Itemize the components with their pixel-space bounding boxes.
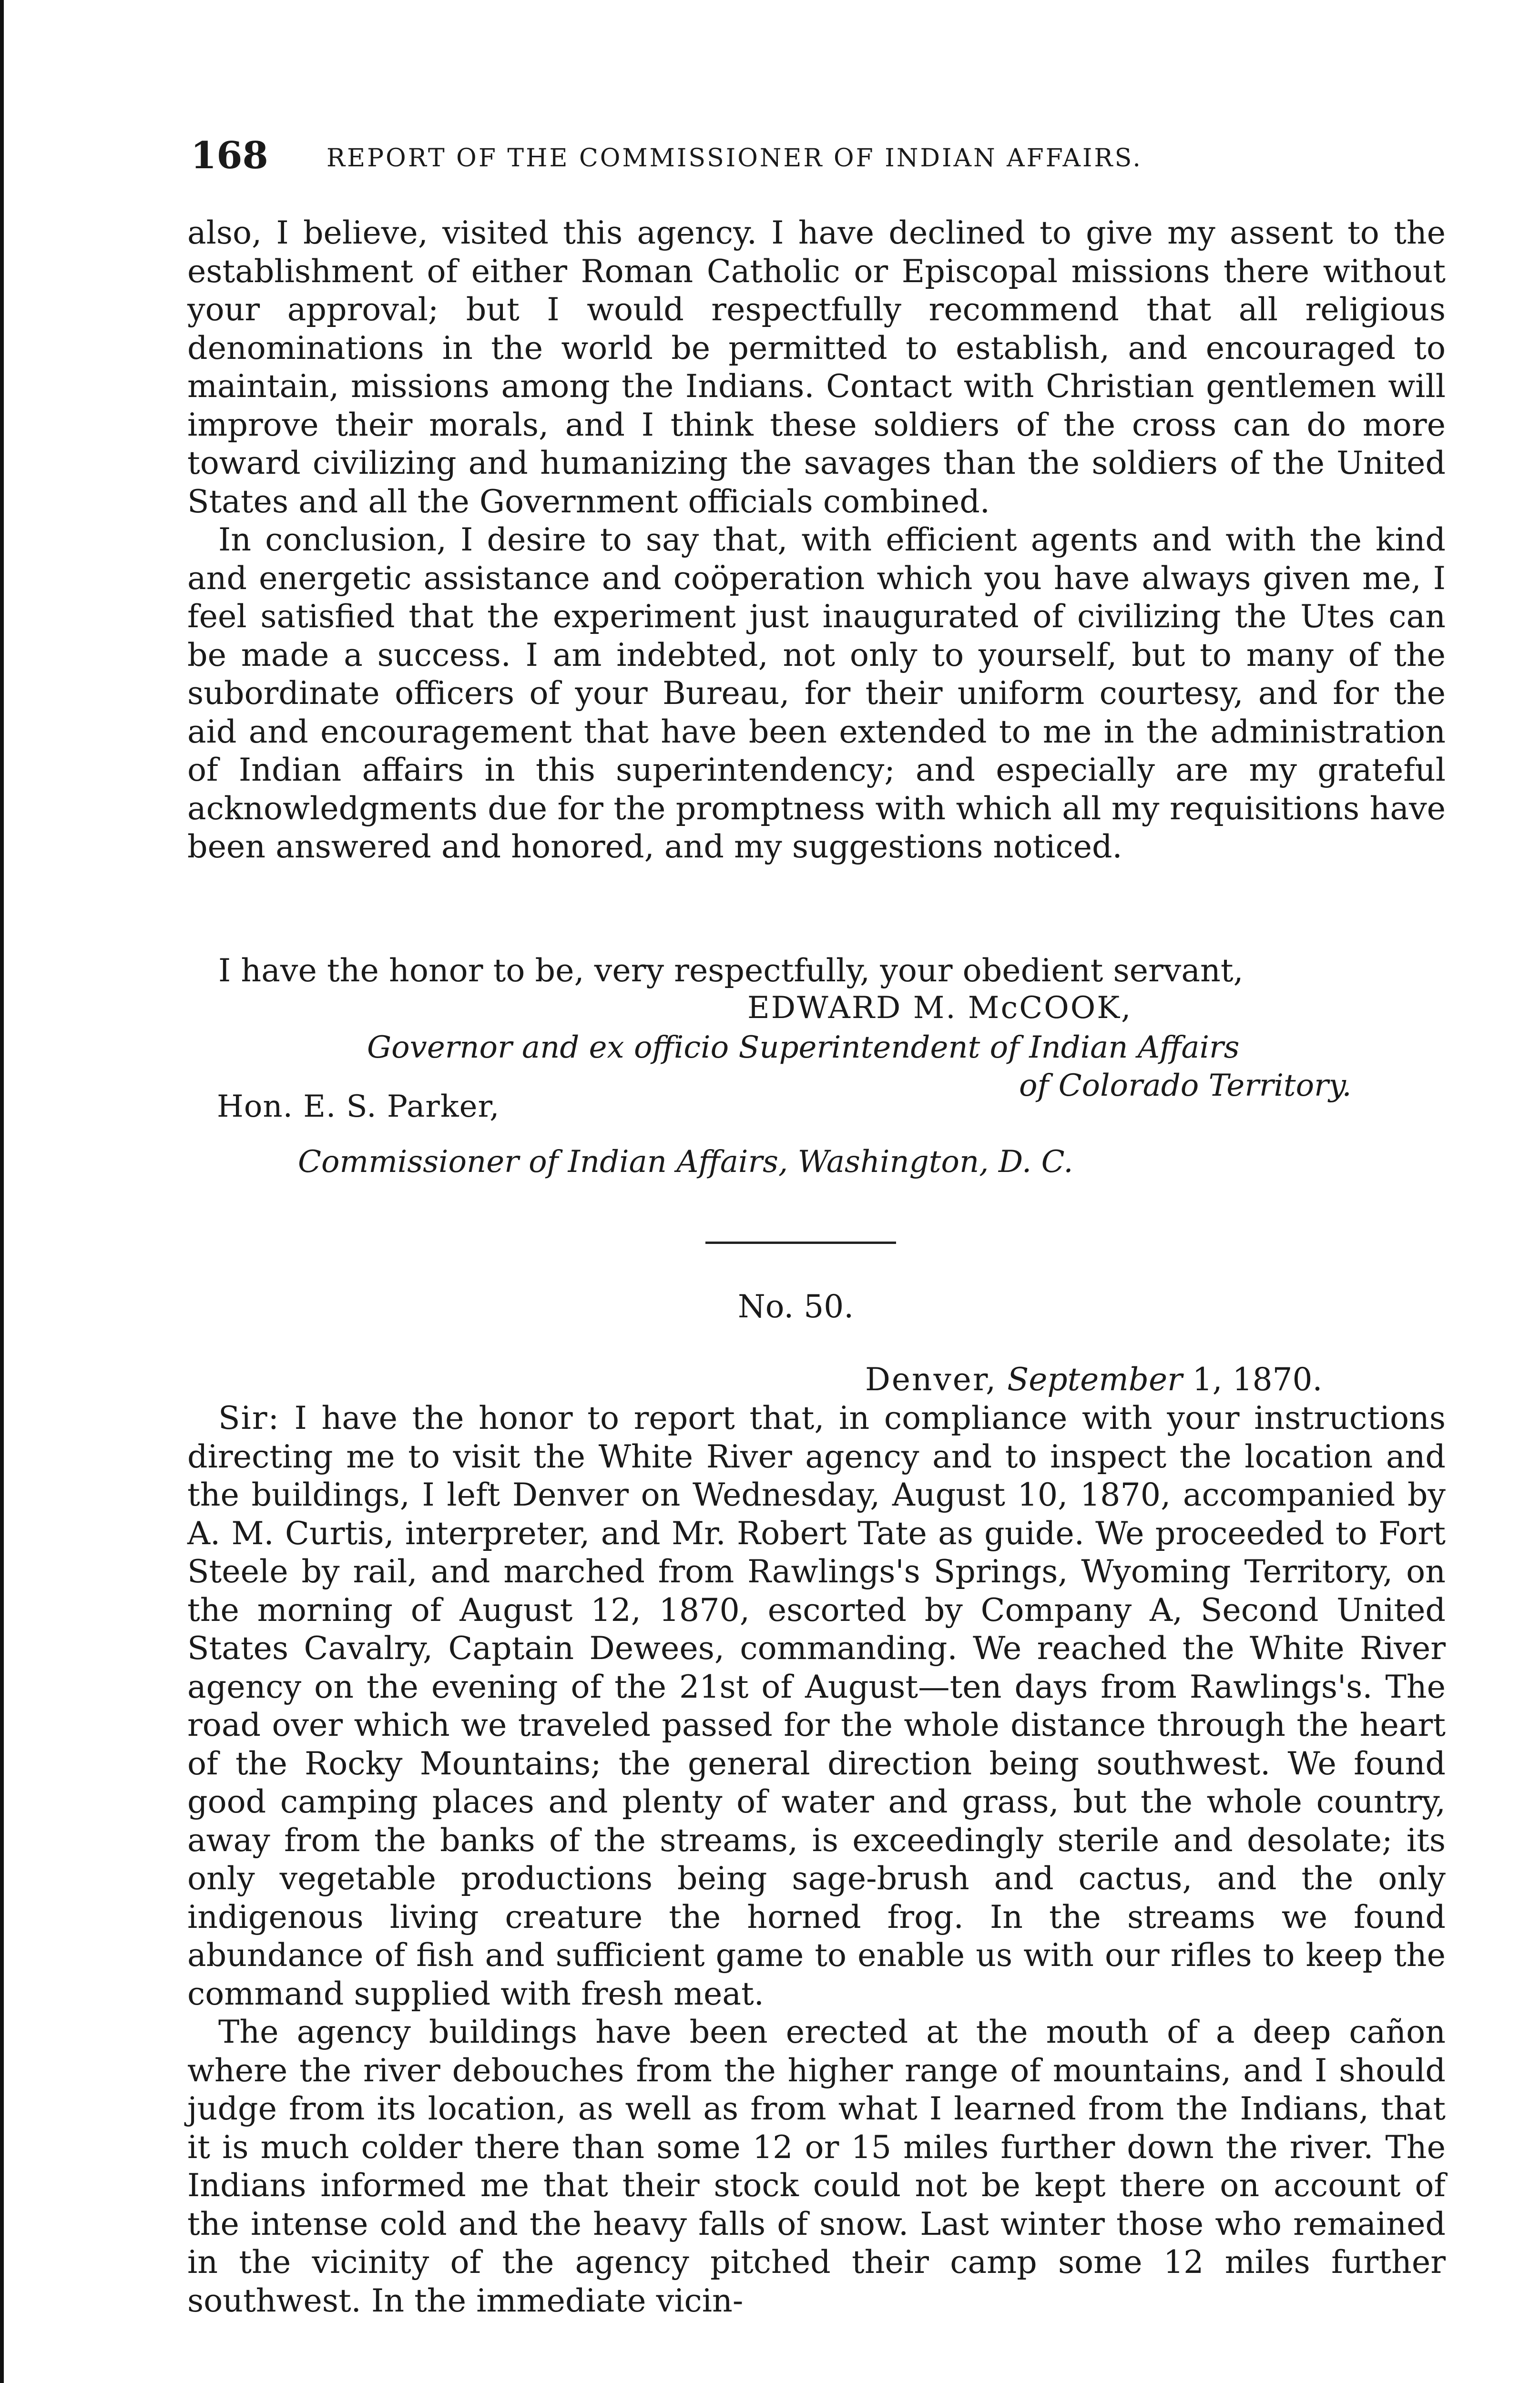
letter-1-paragraph-2: In conclusion, I desire to say that, with efficient agents and with the kind and energetic assistance and coöperation which you have always given me, I feel satisfied that the experiment just inaugurated of civilizing the Utes can be made a success. I am indebted, not only to yourself, but to many of the subordinate officers of your Bureau, for their uniform courtesy, and for the aid and encouragement that have been extended to me in the administration of Indian affairs in this superintendency; and especially are my grateful acknowledgments due for the promptness with which all my requisitions have been answered and honored, and my suggestions noticed. xyxy=(187,521,1446,865)
signature-name: EDWARD M. McCOOK, xyxy=(747,990,1132,1026)
letter-2-paragraph-1-text: I have the honor to report that, in compliance with your instructions directing me to visit the White River agency and to inspect the location and the buildings, I left Denver on Wednesday, August 10, 1870, accompanied by A. M. Curtis, interpreter, and Mr. Robert Tate as guide. We proceeded to Fort Steele by rail, and marched from Rawlings's Springs, Wyoming Territory, on the morning of August 12, 1870, escorted by Company A, Second United States Cavalry, Captain Dewees, commanding. We reached the White River agency on the evening of the 21st of August—ten days from Rawlings's. The road over which we traveled passed for the whole distance through the heart of the Rocky Mountains; the general direction being southwest. We found good camping places and plenty of water and grass, but the whole country, away from the banks of the streams, is exceedingly sterile and desolate; its only vegetable productions being sage-brush and cactus, and the only indigenous living creature the horned frog. In the streams we found abundance of fish and sufficient game to enable us with our rifles to keep the command supplied with fresh meat. xyxy=(187,1399,1446,2012)
letter-1-body xyxy=(187,214,1446,866)
dateline-place: Denver, xyxy=(865,1361,998,1398)
addressee-title: Commissioner of Indian Affairs, Washington, D. C. xyxy=(298,1144,1073,1180)
scan-edge-left xyxy=(0,0,4,2383)
dateline-month: September xyxy=(1007,1361,1183,1398)
dateline xyxy=(865,1361,1323,1399)
salutation: Sir: xyxy=(218,1399,280,1436)
signature-title-line-1: Governor and ex officio Superintendent of Indian Affairs xyxy=(367,1030,1240,1065)
addressee-name: Hon. E. S. Parker, xyxy=(217,1089,500,1124)
letter-2-paragraph-2: The agency buildings have been erected at the mouth of a deep cañon where the river debouches from the higher range of mountains, and I should judge from its location, as well as from what I learned from the Indians, that it is much colder there than some 12 or 15 miles further down the river. The Indians informed me that their stock could not be kept there on account of the intense cold and the heavy falls of snow. Last winter those who remained in the vicinity of the agency pitched their camp some 12 miles further southwest. In the immediate vicin- xyxy=(187,2013,1446,2319)
dateline-day-year: 1, 1870. xyxy=(1192,1361,1323,1398)
page-number: 168 xyxy=(191,134,268,177)
section-divider xyxy=(705,1242,896,1244)
running-head xyxy=(191,134,1344,177)
letter-2-paragraph-1 xyxy=(187,1399,1446,2013)
running-head-title: REPORT OF THE COMMISSIONER OF INDIAN AFFAIRS. xyxy=(326,144,1142,173)
signature-title-line-2: of Colorado Territory. xyxy=(1019,1068,1352,1103)
letter-2-body xyxy=(187,1399,1446,2320)
letter-1-closing: I have the honor to be, very respectfully, your obedient servant, xyxy=(218,952,1244,989)
document-number: No. 50. xyxy=(738,1288,854,1325)
letter-1-paragraph-1: also, I believe, visited this agency. I have declined to give my assent to the establishment of either Roman Catholic or Episcopal missions there without your approval; but I would respectfully recommend that all religious denominations in the world be permitted to establish, and encouraged to maintain, missions among the Indians. Contact with Christian gentlemen will improve their morals, and I think these soldiers of the cross can do more toward civilizing and humanizing the savages than the soldiers of the United States and all the Government officials combined. xyxy=(187,214,1446,520)
